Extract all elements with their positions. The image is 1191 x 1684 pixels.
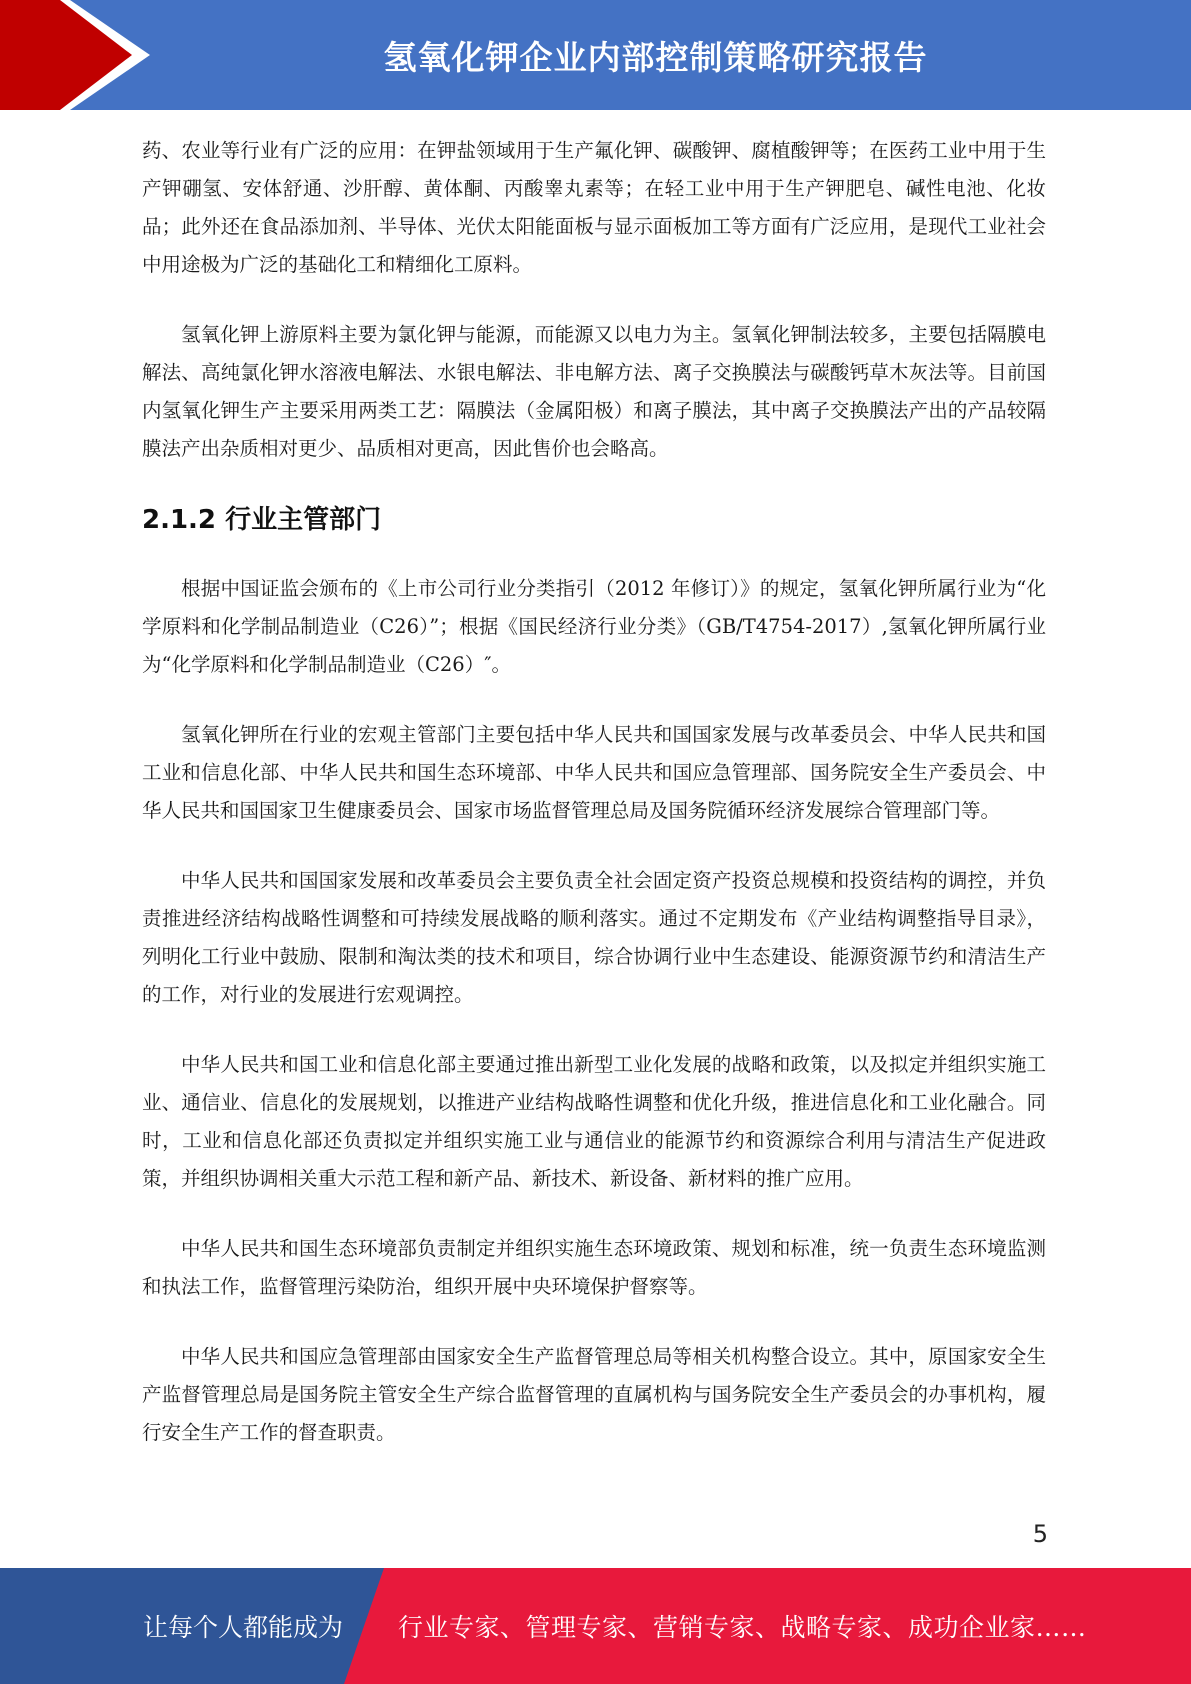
paragraph: 氢氧化钾上游原料主要为氯化钾与能源，而能源又以电力为主。氢氧化钾制法较多，主要包括隔膜电解法、高纯氯化钾水溶液电解法、水银电解法、非电解方法、离子交换膜法与碳酸钙草木灰法等。目前国内氢氧化钾生产主要采用两类工艺：隔膜法（金属阳极）和离子膜法，其中离子交换膜法产出的产品较隔膜法产出杂质相对更少、品质相对更高，因此售价也会略高。 (142, 323, 1046, 460)
footer-banner (0, 1568, 1191, 1684)
footer-slogan-right: 行业专家、管理专家、营销专家、战略专家、成功企业家…… (398, 1613, 1087, 1642)
paragraph: 中华人民共和国生态环境部负责制定并组织实施生态环境政策、规划和标准，统一负责生态环境监测和执法工作，监督管理污染防治，组织开展中央环境保护督察等。 (142, 1237, 1046, 1298)
section-heading: 2.1.2 行业主管部门 (142, 505, 382, 535)
paragraph: 氢氧化钾所在行业的宏观主管部门主要包括中华人民共和国国家发展与改革委员会、中华人民共和国工业和信息化部、中华人民共和国生态环境部、中华人民共和国应急管理部、国务院安全生产委员会、中华人民共和国国家卫生健康委员会、国家市场监督管理总局及国务院循环经济发展综合管理部门等。 (142, 723, 1046, 822)
document-body (142, 132, 1046, 1484)
report-title: 氢氧化钾企业内部控制策略研究报告 (383, 37, 928, 77)
page-number: 5 (1032, 1520, 1048, 1548)
header-chevron-icon (0, 0, 160, 110)
header-banner (0, 0, 1191, 110)
paragraph: 中华人民共和国应急管理部由国家安全生产监督管理总局等相关机构整合设立。其中，原国家安全生产监督管理总局是国务院主管安全生产综合监督管理的直属机构与国务院安全生产委员会的办事机构，履行安全生产工作的督查职责。 (142, 1345, 1046, 1444)
paragraph: 药、农业等行业有广泛的应用：在钾盐领域用于生产氟化钾、碳酸钾、腐植酸钾等；在医药工业中用于生产钾硼氢、安体舒通、沙肝醇、黄体酮、丙酸睾丸素等；在轻工业中用于生产钾肥皂、碱性电池、化妆品；此外还在食品添加剂、半导体、光伏太阳能面板与显示面板加工等方面有广泛应用，是现代工业社会中用途极为广泛的基础化工和精细化工原料。 (142, 139, 1046, 276)
footer-slogan-left: 让每个人都能成为 (143, 1613, 344, 1642)
paragraph: 根据中国证监会颁布的《上市公司行业分类指引（2012 年修订）》的规定，氢氧化钾所属行业为“化学原料和化学制品制造业（C26）”；根据《国民经济行业分类》（GB/T4754-2017）,氢氧化钾所属行业为“化学原料和化学制品制造业（C26）″。 (142, 577, 1046, 676)
paragraph: 中华人民共和国国家发展和改革委员会主要负责全社会固定资产投资总规模和投资结构的调控，并负责推进经济结构战略性调整和可持续发展战略的顺利落实。通过不定期发布《产业结构调整指导目录》，列明化工行业中鼓励、限制和淘汰类的技术和项目，综合协调行业中生态建设、能源资源节约和清洁生产的工作，对行业的发展进行宏观调控。 (142, 869, 1046, 1006)
paragraph: 中华人民共和国工业和信息化部主要通过推出新型工业化发展的战略和政策，以及拟定并组织实施工业、通信业、信息化的发展规划，以推进产业结构战略性调整和优化升级，推进信息化和工业化融合。同时，工业和信息化部还负责拟定并组织实施工业与通信业的能源节约和资源综合利用与清洁生产促进政策，并组织协调相关重大示范工程和新产品、新技术、新设备、新材料的推广应用。 (142, 1053, 1046, 1190)
